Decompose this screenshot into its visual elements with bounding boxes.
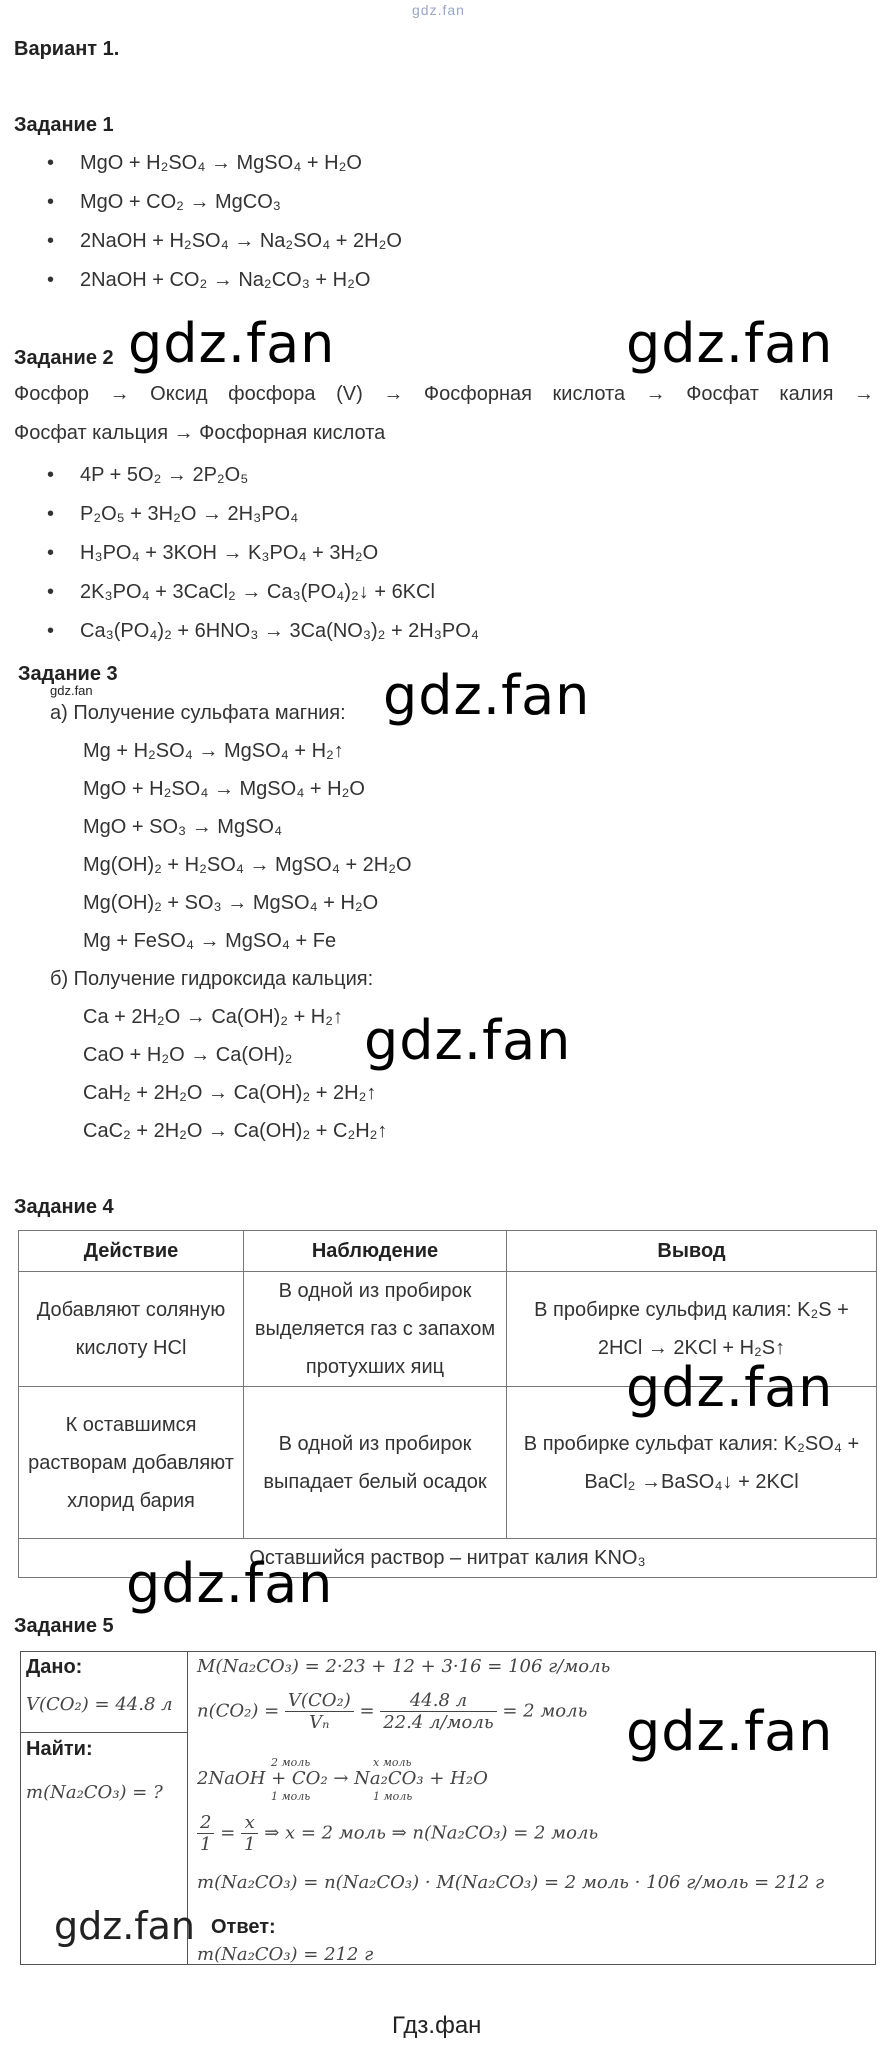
watermark: gdz.fan: [626, 312, 834, 375]
table-cell: В одной из пробирок выпадает белый осадок: [244, 1387, 507, 1539]
reaction-annotation-top: 2 моль: [271, 1756, 311, 1769]
table-cell: Добавляют соляную кислоту HCl: [19, 1272, 244, 1387]
task2-title: Задание 2: [14, 347, 114, 369]
task3-a-line: Mg + FeSO₄ → MgSO₄ + Fe: [83, 930, 337, 952]
task3-part-a-label: а) Получение сульфата магния:: [50, 702, 346, 724]
task2-chain-line2: Фосфат кальция → Фосфорная кислота: [14, 422, 386, 444]
task3-a-line: MgO + H₂SO₄ → MgSO₄ + H₂O: [83, 778, 365, 800]
fraction-num: V(CO₂): [285, 1690, 354, 1712]
fraction-num: 44.8 л: [380, 1690, 496, 1712]
task4-title: Задание 4: [14, 1196, 114, 1218]
given-label: Дано:: [26, 1656, 83, 1678]
proportion-line: [197, 1812, 598, 1855]
list-item: • MgO + H₂SO₄ → MgSO₄ + H₂O: [14, 148, 402, 187]
small-watermark: gdz.fan: [50, 683, 93, 698]
reaction-annotation-bottom: 1 моль: [271, 1790, 311, 1803]
fraction: [241, 1812, 258, 1855]
moles-line: [197, 1690, 587, 1733]
proportion-rest: ⇒ x = 2 моль ⇒ n(Na₂CO₃) = 2 моль: [264, 1822, 599, 1844]
list-item: • H₃PO₄ + 3KOH → K₃PO₄ + 3H₂O: [14, 538, 479, 577]
task3-b-line: CaO + H₂O → Ca(OH)₂: [83, 1044, 293, 1066]
fraction: [197, 1812, 214, 1855]
reaction-line: 2NaOH + CO₂ → Na₂CO₃ + H₂O: [197, 1768, 488, 1789]
fraction-den: 22.4 л/моль: [383, 1712, 494, 1733]
table-footer-cell: Оставшийся раствор – нитрат калия KNO₃: [19, 1539, 877, 1578]
find-label: Найти:: [26, 1738, 93, 1760]
table-cell: В одной из пробирок выделяется газ с запахом протухших яиц: [244, 1272, 507, 1387]
task2-list: [14, 460, 479, 655]
watermark: gdz.fan: [626, 1700, 834, 1763]
watermark: gdz.fan: [126, 1552, 334, 1615]
watermark: gdz.fan: [128, 312, 336, 375]
answer-value: m(Na₂CO₃) = 212 г: [197, 1944, 374, 1965]
task1-title: Задание 1: [14, 114, 114, 136]
list-item: • 4P + 5O₂ → 2P₂O₅: [14, 460, 479, 499]
mass-calc-line: m(Na₂CO₃) = n(Na₂CO₃) · M(Na₂CO₃) = 2 моль · 106 г/моль = 212 г: [197, 1872, 825, 1893]
footer-text: Гдз.фан: [392, 2012, 482, 2039]
task3-b-line: CaH₂ + 2H₂O → Ca(OH)₂ + 2H₂↑: [83, 1082, 377, 1104]
list-item: • MgO + CO₂ → MgCO₃: [14, 187, 402, 226]
answer-label: Ответ:: [211, 1916, 276, 1938]
task3-a-line: MgO + SO₃ → MgSO₄: [83, 816, 283, 838]
moles-result: = 2 моль: [502, 1700, 588, 1722]
list-item: • 2NaOH + CO₂ → Na₂CO₃ + H₂O: [14, 265, 402, 304]
task3-a-line: Mg + H₂SO₄ → MgSO₄ + H₂↑: [83, 740, 344, 762]
task3-b-line: CaC₂ + 2H₂O → Ca(OH)₂ + C₂H₂↑: [83, 1120, 388, 1142]
divider: [21, 1732, 187, 1733]
reaction-annotation-bottom: 1 моль: [373, 1790, 413, 1803]
task3-title: Задание 3: [18, 663, 118, 685]
equals-sign: =: [359, 1700, 375, 1722]
watermark: gdz.fan: [54, 1904, 196, 1948]
task3-a-line: Mg(OH)₂ + SO₃ → MgSO₄ + H₂O: [83, 892, 379, 914]
fraction-num: 2: [197, 1812, 214, 1834]
task5-title: Задание 5: [14, 1615, 114, 1637]
table-cell: В пробирке сульфат калия: K₂SO₄ + BaCl₂ →BaSO₄↓ + 2KCl: [507, 1387, 877, 1539]
molar-mass-line: M(Na₂CO₃) = 2·23 + 12 + 3·16 = 106 г/моль: [197, 1656, 611, 1677]
fraction-num: x: [241, 1812, 258, 1834]
fraction: [285, 1690, 354, 1733]
list-item: • 2NaOH + H₂SO₄ → Na₂SO₄ + 2H₂O: [14, 226, 402, 265]
fraction-den: Vₙ: [309, 1712, 330, 1733]
list-item: • 2K₃PO₄ + 3CaCl₂ → Ca₃(PO₄)₂↓ + 6KCl: [14, 577, 479, 616]
reaction-annotation-top: x моль: [373, 1756, 412, 1769]
task1-list: [14, 148, 402, 304]
task3-part-b-label: б) Получение гидроксида кальция:: [50, 968, 374, 990]
task3-a-line: Mg(OH)₂ + H₂SO₄ → MgSO₄ + 2H₂O: [83, 854, 412, 876]
table-header: Действие: [19, 1231, 244, 1272]
list-item: • P₂O₅ + 3H₂O → 2H₃PO₄: [14, 499, 479, 538]
watermark: gdz.fan: [626, 1356, 834, 1419]
find-value: m(Na₂CO₃) = ?: [26, 1782, 163, 1803]
top-watermark: gdz.fan: [412, 2, 465, 18]
given-value: V(CO₂) = 44.8 л: [26, 1694, 173, 1715]
task3-b-line: Ca + 2H₂O → Ca(OH)₂ + H₂↑: [83, 1006, 344, 1028]
table-cell: К оставшимся растворам добавляют хлорид бария: [19, 1387, 244, 1539]
fraction: [380, 1690, 496, 1733]
equals-sign: =: [220, 1822, 236, 1844]
table-header-row: [19, 1231, 877, 1272]
watermark: gdz.fan: [364, 1009, 572, 1072]
fraction-den: 1: [244, 1834, 256, 1855]
watermark: gdz.fan: [383, 664, 591, 727]
list-item: • Ca₃(PO₄)₂ + 6HNO₃ → 3Ca(NO₃)₂ + 2H₃PO₄: [14, 616, 479, 655]
moles-lhs: n(CO₂) =: [197, 1700, 280, 1722]
variant-title: Вариант 1.: [14, 38, 120, 60]
table-header: Вывод: [507, 1231, 877, 1272]
table-header: Наблюдение: [244, 1231, 507, 1272]
table-cell: В пробирке сульфид калия: K₂S + 2HCl → 2KCl + H₂S↑: [507, 1272, 877, 1387]
task2-chain-line1: Фосфор → Оксид фосфора (V) → Фосфорная кислота → Фосфат калия →: [14, 383, 874, 405]
fraction-den: 1: [200, 1834, 212, 1855]
